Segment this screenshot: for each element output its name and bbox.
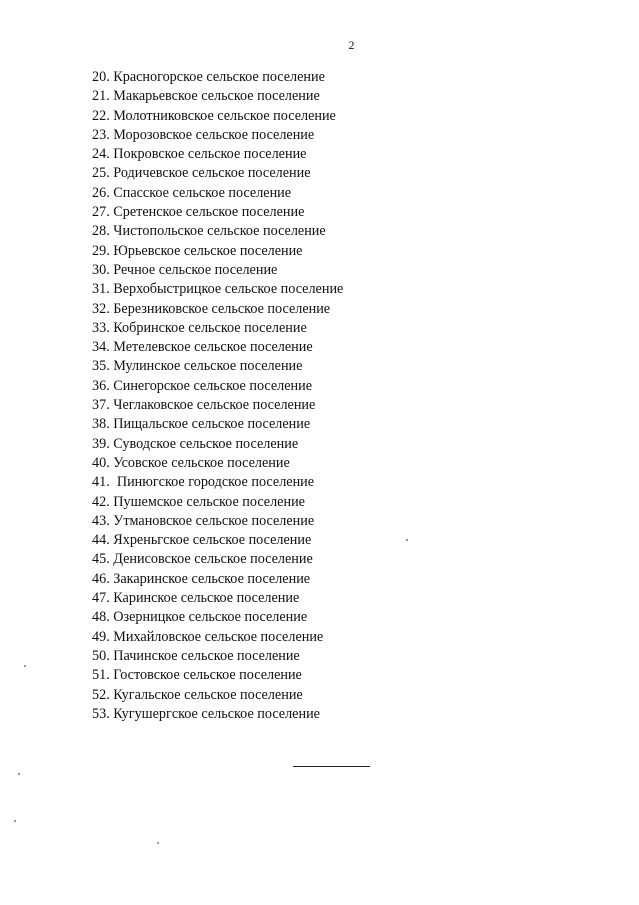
list-item-number: 46. <box>92 570 110 587</box>
list-item <box>92 608 343 627</box>
list-item <box>92 145 343 164</box>
list-item-number: 50. <box>92 647 110 664</box>
list-item-name: Березниковское сельское поселение <box>113 300 331 317</box>
list-item-number: 42. <box>92 493 110 510</box>
list-item-number: 45. <box>92 551 110 568</box>
list-item <box>92 184 343 203</box>
list-item-name: Сретенское сельское поселение <box>113 204 305 221</box>
list-item <box>92 222 343 241</box>
list-item-name: Синегорское сельское поселение <box>113 377 313 394</box>
list-item-name: Макарьевское сельское поселение <box>113 88 320 105</box>
list-item <box>92 300 343 319</box>
list-item-number: 30. <box>92 261 110 278</box>
list-item <box>92 203 343 222</box>
list-item-name: Кугальское сельское поселение <box>113 686 303 703</box>
list-item-number: 43. <box>92 512 110 529</box>
list-item-name: Закаринское сельское поселение <box>113 570 311 587</box>
list-item <box>92 473 343 492</box>
list-item <box>92 570 343 589</box>
list-item-number: 20. <box>92 69 110 85</box>
list-item-number: 48. <box>92 609 110 626</box>
list-item-name: Кобринское сельское поселение <box>113 319 307 336</box>
list-item-number: 51. <box>92 667 110 684</box>
list-item-number: 47. <box>92 590 110 607</box>
list-item-name: Денисовское сельское поселение <box>113 551 313 568</box>
list-item-name: Морозовское сельское поселение <box>113 126 315 143</box>
list-item <box>92 377 343 396</box>
list-item-number: 40. <box>92 454 110 471</box>
list-item-name: Михайловское сельское поселение <box>113 628 324 645</box>
list-item <box>92 589 343 608</box>
list-item-name: Красногорское сельское поселение <box>113 69 325 85</box>
list-item-name: Пищальское сельское поселение <box>113 416 311 433</box>
scan-speck <box>18 773 20 775</box>
list-item <box>92 647 343 666</box>
list-item-name: Гостовское сельское поселение <box>113 667 302 684</box>
list-item-number: 25. <box>92 165 110 182</box>
scan-speck <box>406 539 408 541</box>
list-item-name: Чистопольское сельское поселение <box>113 223 326 240</box>
list-item-name: Метелевское сельское поселение <box>113 339 313 356</box>
list-item-number: 44. <box>92 532 110 549</box>
list-item-name: Чеглаковское сельское поселение <box>113 397 316 414</box>
list-item-number: 21. <box>92 88 110 105</box>
list-item-name: Мулинское сельское поселение <box>113 358 303 375</box>
settlement-list <box>92 68 343 724</box>
list-item <box>92 550 343 569</box>
list-item-number: 26. <box>92 184 110 201</box>
list-item-name: Пинюгское городское поселение <box>113 474 315 491</box>
list-item-number: 35. <box>92 358 110 375</box>
list-item-number: 23. <box>92 126 110 143</box>
list-item-name: Верхобыстрицкое сельское поселение <box>113 281 344 298</box>
list-item <box>92 261 343 280</box>
list-item <box>92 686 343 705</box>
list-item-name: Пачинское сельское поселение <box>113 647 300 664</box>
list-item-name: Молотниковское сельское поселение <box>113 107 336 124</box>
list-item-number: 31. <box>92 281 110 298</box>
list-item-number: 39. <box>92 435 110 452</box>
list-item-number: 38. <box>92 416 110 433</box>
list-item-number: 32. <box>92 300 110 317</box>
list-item-number: 36. <box>92 377 110 394</box>
list-item-name: Пушемское сельское поселение <box>113 493 305 510</box>
list-item <box>92 531 343 550</box>
list-item-name: Покровское сельское поселение <box>113 146 307 163</box>
list-item <box>92 493 343 512</box>
list-item <box>92 454 343 473</box>
list-item <box>92 68 343 87</box>
list-item-name: Яхреньгское сельское поселение <box>113 532 312 549</box>
list-item-name: Утмановское сельское поселение <box>113 512 315 529</box>
list-item-number: 34. <box>92 339 110 356</box>
closing-rule <box>293 766 370 767</box>
list-item-number: 37. <box>92 397 110 414</box>
list-item <box>92 107 343 126</box>
list-item-number: 24. <box>92 146 110 163</box>
list-item <box>92 338 343 357</box>
scan-speck <box>14 820 16 822</box>
list-item-number: 41. <box>92 474 110 491</box>
list-item-name: Каринское сельское поселение <box>113 590 300 607</box>
list-item-number: 52. <box>92 686 110 703</box>
list-item-name: Спасское сельское поселение <box>113 184 292 201</box>
list-item <box>92 242 343 261</box>
list-item <box>92 319 343 338</box>
list-item-number: 49. <box>92 628 110 645</box>
list-item <box>92 435 343 454</box>
list-item <box>92 628 343 647</box>
list-item-name: Речное сельское поселение <box>113 261 278 278</box>
scan-speck <box>24 665 26 667</box>
list-item-number: 29. <box>92 242 110 259</box>
list-item <box>92 87 343 106</box>
page-number: 2 <box>348 38 355 52</box>
list-item <box>92 415 343 434</box>
list-item <box>92 280 343 299</box>
list-item-number: 22. <box>92 107 110 124</box>
list-item-number: 28. <box>92 223 110 240</box>
scan-speck <box>157 842 159 844</box>
list-item-number: 27. <box>92 204 110 221</box>
list-item <box>92 705 343 724</box>
list-item <box>92 666 343 685</box>
list-item-name: Кугушергское сельское поселение <box>113 705 320 722</box>
list-item-name: Суводское сельское поселение <box>113 435 299 452</box>
list-item <box>92 357 343 376</box>
list-item <box>92 396 343 415</box>
list-item-name: Юрьевское сельское поселение <box>113 242 303 259</box>
list-item-name: Озерницкое сельское поселение <box>113 609 308 626</box>
list-item <box>92 512 343 531</box>
list-item-name: Усовское сельское поселение <box>113 454 290 471</box>
list-item-number: 53. <box>92 705 110 722</box>
list-item-number: 33. <box>92 319 110 336</box>
list-item <box>92 126 343 145</box>
list-item-name: Родичевское сельское поселение <box>113 165 311 182</box>
list-item <box>92 164 343 183</box>
